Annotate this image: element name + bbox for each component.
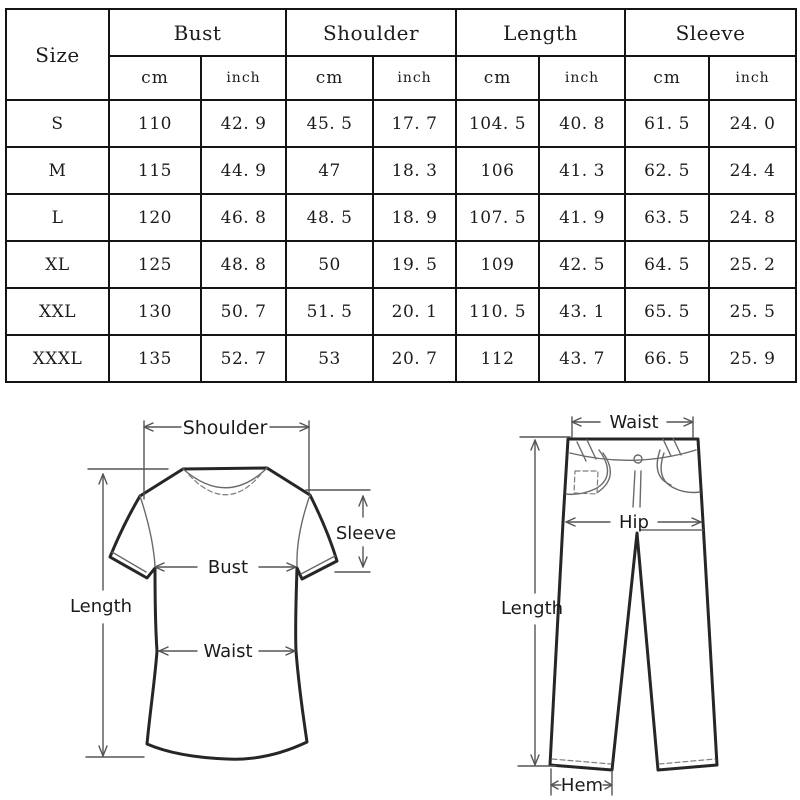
pants-length-label: Length <box>500 598 564 619</box>
value-cell: 107. 5 <box>456 194 539 241</box>
table-row <box>6 100 796 147</box>
shirt-length-label: Length <box>69 596 133 617</box>
bust-label: Bust <box>207 557 249 578</box>
value-cell: 24. 8 <box>709 194 796 241</box>
value-cell: 43. 7 <box>539 335 625 382</box>
value-cell: 48. 5 <box>286 194 373 241</box>
pants-sketch <box>550 438 717 770</box>
value-cell: 135 <box>109 335 201 382</box>
value-cell: 104. 5 <box>456 100 539 147</box>
tshirt-sketch <box>110 468 337 759</box>
table-row <box>6 288 796 335</box>
table-row <box>6 241 796 288</box>
size-cell: M <box>6 147 109 194</box>
value-cell: 110 <box>109 100 201 147</box>
value-cell: 44. 9 <box>201 147 286 194</box>
column-header-length: Length <box>456 9 625 56</box>
unit-header-shoulder-inch: inch <box>373 56 456 100</box>
sleeve-label: Sleeve <box>335 523 397 544</box>
value-cell: 41. 9 <box>539 194 625 241</box>
hip-label: Hip <box>619 512 649 533</box>
value-cell: 63. 5 <box>625 194 709 241</box>
shoulder-label: Shoulder <box>182 417 268 439</box>
value-cell: 19. 5 <box>373 241 456 288</box>
pants-waist-dimension <box>572 412 693 437</box>
value-cell: 20. 7 <box>373 335 456 382</box>
unit-header-length-cm: cm <box>456 56 539 100</box>
value-cell: 109 <box>456 241 539 288</box>
value-cell: 41. 3 <box>539 147 625 194</box>
value-cell: 115 <box>109 147 201 194</box>
size-cell: S <box>6 100 109 147</box>
unit-header-bust-inch: inch <box>201 56 286 100</box>
value-cell: 45. 5 <box>286 100 373 147</box>
unit-header-bust-cm: cm <box>109 56 201 100</box>
value-cell: 106 <box>456 147 539 194</box>
unit-header-sleeve-cm: cm <box>625 56 709 100</box>
size-cell: XXXL <box>6 335 109 382</box>
value-cell: 61. 5 <box>625 100 709 147</box>
value-cell: 50. 7 <box>201 288 286 335</box>
size-chart-table <box>5 8 797 383</box>
pants-waist-label: Waist <box>609 412 659 433</box>
table-row <box>6 147 796 194</box>
value-cell: 43. 1 <box>539 288 625 335</box>
value-cell: 53 <box>286 335 373 382</box>
unit-header-sleeve-inch: inch <box>709 56 796 100</box>
value-cell: 51. 5 <box>286 288 373 335</box>
table-row <box>6 194 796 241</box>
value-cell: 65. 5 <box>625 288 709 335</box>
value-cell: 25. 2 <box>709 241 796 288</box>
hem-dimension <box>551 769 612 796</box>
size-cell: XXL <box>6 288 109 335</box>
value-cell: 20. 1 <box>373 288 456 335</box>
value-cell: 47 <box>286 147 373 194</box>
value-cell: 17. 7 <box>373 100 456 147</box>
unit-header-shoulder-cm: cm <box>286 56 373 100</box>
unit-header-length-inch: inch <box>539 56 625 100</box>
value-cell: 40. 8 <box>539 100 625 147</box>
value-cell: 64. 5 <box>625 241 709 288</box>
pants-measurement-diagram <box>460 395 800 800</box>
value-cell: 62. 5 <box>625 147 709 194</box>
value-cell: 66. 5 <box>625 335 709 382</box>
value-cell: 24. 0 <box>709 100 796 147</box>
column-header-sleeve: Sleeve <box>625 9 796 56</box>
value-cell: 125 <box>109 241 201 288</box>
hem-label: Hem <box>560 775 604 796</box>
value-cell: 110. 5 <box>456 288 539 335</box>
column-header-shoulder: Shoulder <box>286 9 456 56</box>
value-cell: 42. 9 <box>201 100 286 147</box>
value-cell: 52. 7 <box>201 335 286 382</box>
value-cell: 50 <box>286 241 373 288</box>
value-cell: 24. 4 <box>709 147 796 194</box>
value-cell: 112 <box>456 335 539 382</box>
tshirt-measurement-diagram <box>40 395 400 800</box>
value-cell: 120 <box>109 194 201 241</box>
value-cell: 42. 5 <box>539 241 625 288</box>
shirt-waist-label: Waist <box>203 641 253 662</box>
value-cell: 46. 8 <box>201 194 286 241</box>
table-row <box>6 335 796 382</box>
size-cell: XL <box>6 241 109 288</box>
value-cell: 18. 3 <box>373 147 456 194</box>
value-cell: 130 <box>109 288 201 335</box>
size-cell: L <box>6 194 109 241</box>
value-cell: 25. 5 <box>709 288 796 335</box>
value-cell: 18. 9 <box>373 194 456 241</box>
column-header-bust: Bust <box>109 9 286 56</box>
value-cell: 48. 8 <box>201 241 286 288</box>
column-header-size: Size <box>6 9 109 100</box>
value-cell: 25. 9 <box>709 335 796 382</box>
